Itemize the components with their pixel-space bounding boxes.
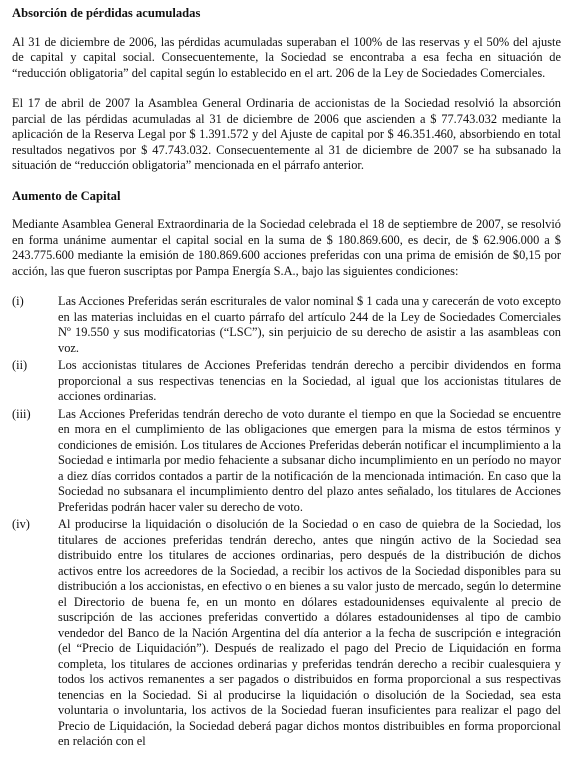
condition-number: (iii) <box>12 406 31 421</box>
condition-number: (i) <box>12 294 24 308</box>
condition-number: (ii) <box>12 358 28 372</box>
paragraph-aumento-intro: Mediante Asamblea General Extraordinaria de la Sociedad celebrada el 18 de septiembre de 2007, se resolvió en forma unánime aumentar el capital social en la suma de $ 180.869.600, es decir, de $ 62.906.000 a $ 243.775.600 mediante la emisión de 180.869.600 acciones preferidas con una prima de emisión de $0,15 por acción, las que fueron suscriptas por Pampa Energía S.A., bajo las siguientes condiciones: <box>12 217 561 278</box>
condition-number: (iv) <box>12 517 30 531</box>
condition-item-ii <box>12 358 561 405</box>
condition-item-i <box>12 294 561 356</box>
condition-item-iv <box>12 517 561 750</box>
condition-item-iii <box>12 407 561 516</box>
document-page <box>12 6 561 752</box>
paragraph-absorcion-1: Al 31 de diciembre de 2006, las pérdidas acumuladas superaban el 100% de las reservas y el 50% del ajuste de capital y capital social. Consecuentemente, la Sociedad se encontraba a esa fecha en situación de “reducción obligatoria” del capital según lo establecido en el art. 206 de la Ley de Sociedades Comerciales. <box>12 34 561 80</box>
condition-text: Los accionistas titulares de Acciones Preferidas tendrán derecho a percibir dividendos en forma proporcional a sus respectivas tenencias en la Sociedad, al igual que los accionistas titulares de acciones ordinarias. <box>58 358 561 403</box>
section-title-aumento-capital: Aumento de Capital <box>12 188 121 203</box>
paragraph-absorcion-2: El 17 de abril de 2007 la Asamblea General Ordinaria de accionistas de la Sociedad resolvió la absorción parcial de las pérdidas acumuladas al 31 de diciembre de 2006 que ascienden a $ 77.743.032 mediante la aplicación de la Reserva Legal por $ 1.391.572 y del Ajuste de capital por $ 46.351.460, absorbiendo en total resultados negativos por $ 47.743.032. Consecuentemente al 31 de diciembre de 2007 se ha subsanado la situación de “reducción obligatoria” mencionada en el párrafo anterior. <box>12 96 561 172</box>
condition-text: Al producirse la liquidación o disolución de la Sociedad o en caso de quiebra de la Sociedad, los titulares de acciones preferidas tendrán derecho, antes que ningún activo de la Sociedad sea distribuido entre los titulares de acciones ordinarias, pero después de la distribución de dichos activos entre los acreedores de la Sociedad, a recibir los activos de la Sociedad disponibles para su distribución a los accionistas, en efectivo o en bienes a su valor justo de mercado, según lo determine el Directorio de buena fe, en un monto en dólares estadounidenses equivalente al precio de suscripción de las acciones preferidas convertido a dólares estadounidenses al tipo de cambio vendedor del Banco de la Nación Argentina del día anterior a la fecha de suscripción e integración (el “Precio de Liquidación”). Después de realizado el pago del Precio de Liquidación en forma completa, los titulares de acciones ordinarias y preferidas tendrán derecho a recibir cualesquiera y todos los activos remanentes a ser pagados o distribuidos en forma proporcional a sus respectivas tenencias en la Sociedad. Si al producirse la liquidación o disolución de la Sociedad, sea esta voluntaria o involuntaria, los activos de la Sociedad fueran insuficientes para realizar el pago del Precio de Liquidación, la Sociedad deberá pagar dichos montos distribuibles en forma proporcional en relación con el <box>58 517 561 748</box>
condition-text: Las Acciones Preferidas serán escriturales de valor nominal $ 1 cada una y carecerán de voto excepto en las materias incluidas en el cuarto párrafo del artículo 244 de la Ley de Sociedades Comerciales Nº 19.550 y sus modificatorias (“LSC”), sin perjuicio de su derecho de asistir a las asambleas con voz. <box>58 294 561 355</box>
condition-text: Las Acciones Preferidas tendrán derecho de voto durante el tiempo en que la Sociedad se encuentre en mora en el cumplimiento de las obligaciones que emergen para la misma de estos términos y condiciones de emisión. Los titulares de Acciones Preferidas deberán notificar el incumplimiento a la Sociedad e intimarla por medio fehaciente a subsanar dicho incumplimiento en un período no mayor a diez días corridos contados a partir de la notificación de la mencionada intimación. En caso que la Sociedad no subsanara el incumplimiento dentro del plazo antes señalado, los titulares de Acciones Preferidas podrán hacer valer su derecho de voto. <box>58 406 561 514</box>
section-title-absorcion: Absorción de pérdidas acumuladas <box>12 6 201 20</box>
conditions-list <box>12 294 561 750</box>
